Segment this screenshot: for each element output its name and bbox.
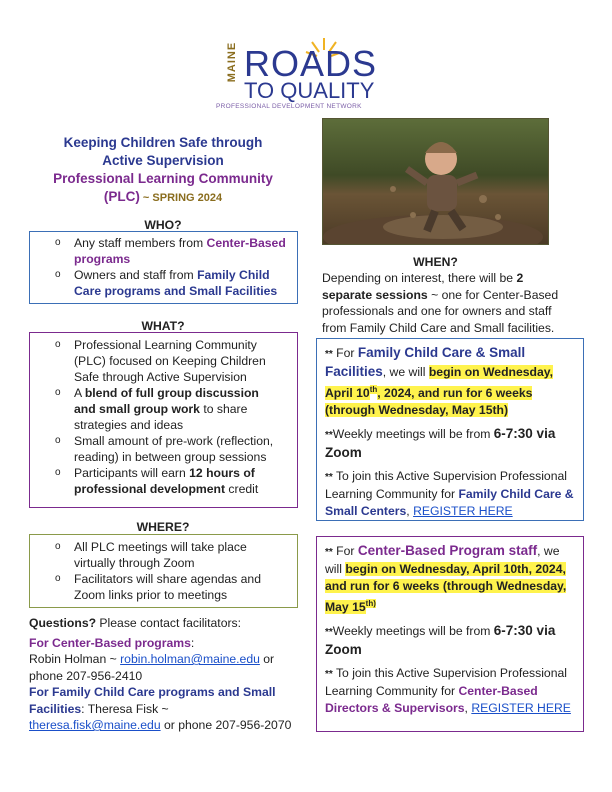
fcc-session-box [316,338,584,521]
theresa-email-link[interactable]: theresa.fisk@maine.edu [29,718,161,732]
who-item-1: o Any staff members from Center-Based programs [30,235,297,267]
logo-roads: ROADS [244,43,378,84]
what-item-2: o A blend of full group discussion and small group work to share strategies and ideas [30,385,283,433]
what-item-3: o Small amount of pre-work (reflection, reading) in between group sessions [30,433,283,465]
logo-to-quality: TO QUALITY [244,78,375,103]
logo-vertical-text: MAINE [226,41,238,83]
title-line-3: Professional Learning Community [53,171,273,186]
center-session-intro: ** For Center-Based Program staff, we will begin on Wednesday, April 10th, 2024, and run for 6 weeks (through Wednesday, May $15^{th)}$ [325,543,567,615]
who-item-2: o Owners and staff from Family Child Care programs and Small Facilities [30,267,297,299]
fcc-register-link[interactable]: REGISTER HERE [413,504,513,519]
what-box [29,332,298,508]
where-heading: WHERE? [136,520,190,534]
fcc-session-join: ** To join this Active Supervision Professional Learning Community for Family Child Care & Small Centers, REGISTER HERE [325,469,574,519]
where-item-2: o Facilitators will share agendas and Zoom links prior to meetings [30,571,283,603]
logo-tagline: PROFESSIONAL DEVELOPMENT NETWORK [216,103,362,110]
center-session-meetings: **Weekly meetings will be from 6-7:30 via Zoom [325,623,556,658]
questions-intro: Questions? Please contact facilitators: [29,616,242,630]
what-heading: WHAT? [141,319,185,333]
center-register-link[interactable]: REGISTER HERE [471,701,571,716]
what-item-4: o Participants will earn 12 hours of professional development credit [30,465,283,497]
fcc-contact: For Family Child Care programs and Small Facilities: Theresa Fisk ~ theresa.fisk@maine.edu or phone 207-956-2070 [29,685,292,732]
logo [216,38,416,114]
when-text: Depending on interest, there will be 2 separate sessions ~ one for Center-Based professionals and one for owners and staff from Family Child Care and Small facilities. [322,271,559,335]
photo-child-in-mud [322,118,549,245]
fcc-session-meetings: **Weekly meetings will be from 6-7:30 via Zoom [325,426,556,461]
when-heading: WHEN? [413,255,458,269]
who-heading: WHO? [144,218,182,232]
where-item-1: o All PLC meetings will take place virtually through Zoom [30,539,283,571]
robin-email-link[interactable]: robin.holman@maine.edu [120,652,260,666]
what-item-1: o Professional Learning Community (PLC) focused on Keeping Children Safe through Active Supervision [30,337,283,385]
title-line-2: Active Supervision [102,153,224,168]
photo-illustration [323,119,549,245]
questions-section [29,615,299,734]
where-box [29,534,298,608]
title-line-4: (PLC) ~ SPRING 2024 [103,189,223,204]
center-session-box [316,536,584,732]
page-title [28,134,298,207]
fcc-session-intro: ** For Family Child Care & Small Facilities, we will begin on Wednesday, April 10th, 2024, and run for 6 weeks (through Wednesday, May 15th) [325,345,553,418]
center-contact: For Center-Based programs: Robin Holman ~ robin.holman@maine.edu or phone 207-956-2410 [29,635,275,683]
title-line-1: Keeping Children Safe through [63,135,263,150]
center-session-join: ** To join this Active Supervision Professional Learning Community for Center-Based Directors & Supervisors, REGISTER HERE [325,666,571,716]
who-box [29,231,298,304]
